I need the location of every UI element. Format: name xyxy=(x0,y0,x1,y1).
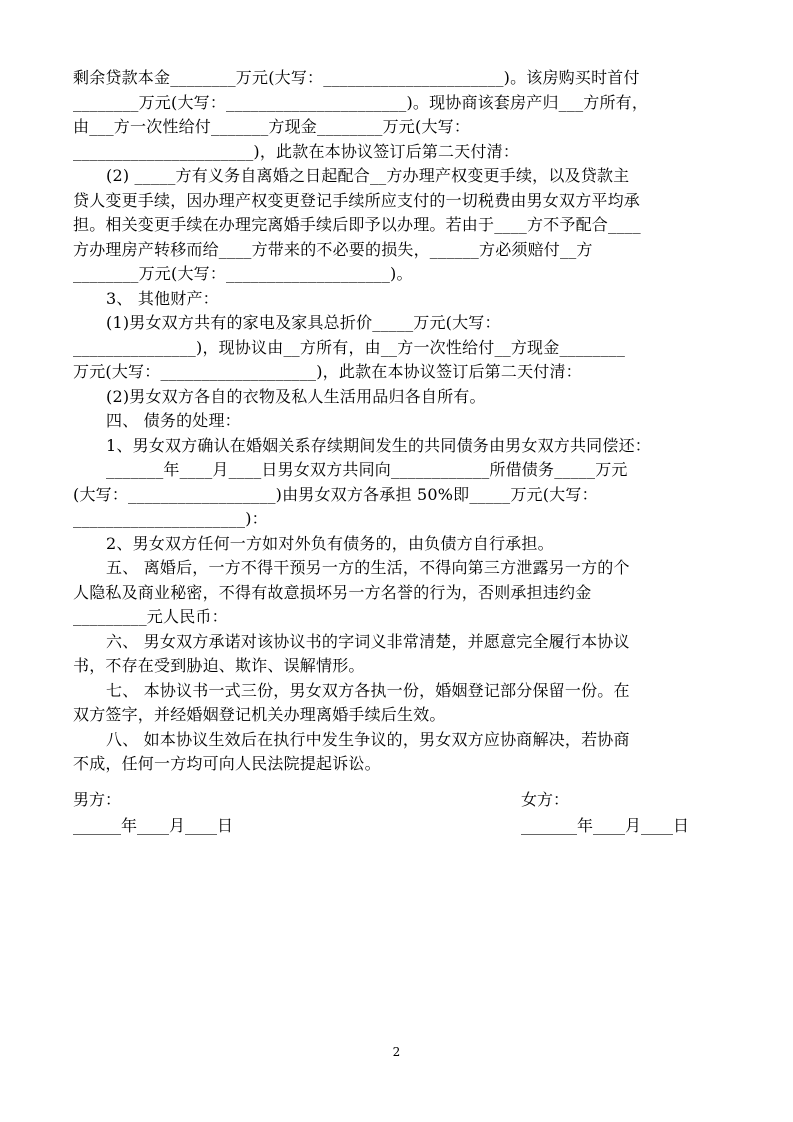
signature-label-row xyxy=(73,788,723,812)
text-line: _______________)，现协议由__方所有，由__方一次性给付__方现金________ xyxy=(73,337,626,357)
text-line: _______年____月____日男女双方共同向____________所借债务_____万元 xyxy=(106,460,628,479)
text-line: (2)男女双方各自的衣物及私人生活用品归各自所有。 xyxy=(106,386,486,406)
male-signature-label: 男方： xyxy=(73,790,122,809)
text-line: ________万元(大写：____________________)。 xyxy=(73,264,413,283)
text-line: 八、 如本协议生效后在执行中发生争议的，男女双方应协商解决，若协商 xyxy=(106,729,630,749)
text-line: _____________________)： xyxy=(73,509,268,528)
male-signature-date: ______年____月____日 xyxy=(73,816,234,835)
text-line: ________万元(大写：______________________)。现协商该套房产归___方所有， xyxy=(73,92,649,112)
text-line: (2) _____方有义务自离婚之日起配合__方办理产权变更手续，以及贷款主 xyxy=(106,166,630,185)
text-line: (大写：__________________)由男女双方各承担 50%即_____万元(大写： xyxy=(73,484,598,504)
text-line: 剩余贷款本金________万元(大写：______________________)。该房购买时首付 xyxy=(73,68,640,87)
text-line: 担。相关变更手续在办理完离婚手续后即予以办理。若由于____方不予配合____ xyxy=(73,215,641,234)
text-line: 由___方一次性给付_______方现金________万元(大写： xyxy=(73,117,471,136)
text-line: _________元人民币： xyxy=(73,607,228,626)
female-signature-date: _______年____月____日 xyxy=(521,816,690,835)
text-line: 3、 其他财产： xyxy=(106,288,219,308)
text-line: 双方签字，并经婚姻登记机关办理离婚手续后生效。 xyxy=(73,705,446,724)
signature-date-row xyxy=(73,814,723,838)
text-line: ______________________)，此款在本协议签订后第二天付清： xyxy=(73,141,520,161)
page-number: 2 xyxy=(392,1045,401,1059)
text-line: 1、男女双方确认在婚姻关系存续期间发生的共同债务由男女双方共同偿还： xyxy=(106,435,651,455)
text-line: 2、男女双方任何一方如对外负有债务的，由负债方自行承担。 xyxy=(106,533,554,553)
text-line: 方办理房产转移而给____方带来的不必要的损失，______方必须赔付__方 xyxy=(73,239,593,259)
agreement-body xyxy=(73,66,723,777)
text-line: 人隐私及商业秘密，不得有故意损坏另一方名誉的行为，否则承担违约金 xyxy=(73,582,592,602)
text-line: 书，不存在受到胁迫、欺诈、误解情形。 xyxy=(73,656,365,675)
text-line: 四、 债务的处理： xyxy=(106,411,241,430)
text-line: 五、 离婚后，一方不得干预另一方的生活，不得向第三方泄露另一方的个 xyxy=(106,558,630,577)
text-line: 六、 男女双方承诺对该协议书的字词义非常清楚，并愿意完全履行本协议 xyxy=(106,631,630,651)
text-line: 七、 本协议书一式三份，男女双方各执一份，婚姻登记部分保留一份。在 xyxy=(106,680,630,700)
text-line: 万元(大写：___________________)，此款在本协议签订后第二天付清： xyxy=(73,362,582,381)
text-line: 贷人变更手续，因办理产权变更登记手续所应支付的一切税费由男女双方平均承 xyxy=(73,190,641,210)
text-line: (1)男女双方共有的家电及家具总折价_____万元(大写： xyxy=(106,313,501,332)
text-line: 不成，任何一方均可向人民法院提起诉讼。 xyxy=(73,754,381,773)
female-signature-label: 女方： xyxy=(521,790,570,809)
